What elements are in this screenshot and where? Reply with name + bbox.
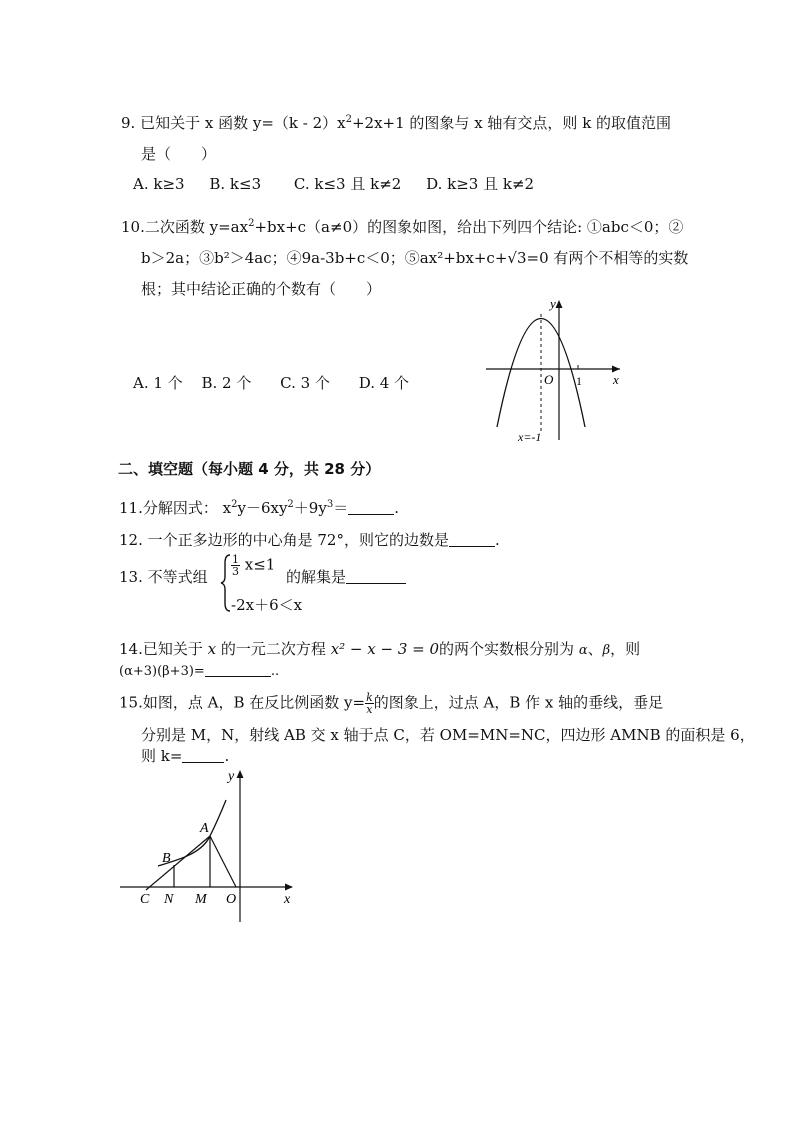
q10-stem-line3: 根；其中结论正确的个数有（ ） xyxy=(141,280,382,298)
q13-ineq1: $\frac{1}{3}$ x≤1 xyxy=(232,553,276,578)
q9-option-d: D. k≥3 且 k≠2 xyxy=(426,175,535,193)
y-label: y xyxy=(550,296,556,311)
q10-number: 10. xyxy=(121,218,145,236)
q9-stem-line1: 9. 已知关于 x 函数 $y=(k - 2)x^2+2x+1$ 的图象与 x 轴有交点，则 k 的取值范围 xyxy=(121,114,672,132)
q15-line1: 15.如图，点 A，B 在反比例函数 y= $\frac{k}{x}$ 的图象上，过点 A，B 作 x 轴的垂线，垂足 xyxy=(119,691,664,716)
fraction-one-third: $\frac{1}{3}$ xyxy=(232,553,239,578)
q12-line: 12. 一个正多边形的中心角是 72°，则它的边数是 . xyxy=(119,531,500,549)
origin-label: O xyxy=(226,892,237,907)
q9-options xyxy=(133,174,534,194)
point-c-label: C xyxy=(140,892,150,907)
fraction-k-over-x: $\frac{k}{x}$ xyxy=(366,691,373,716)
sqrt-three: √3 xyxy=(507,249,527,267)
q15-line3: 则 k= . xyxy=(141,747,230,765)
tick-label-one: 1 xyxy=(576,374,582,388)
answer-blank[interactable] xyxy=(449,532,495,547)
answer-blank[interactable] xyxy=(182,748,224,763)
x-label: x xyxy=(613,372,619,387)
q10-option-a: A. 1 个 xyxy=(133,374,183,392)
q10-option-c: C. 3 个 xyxy=(280,374,330,392)
q9-option-b: B. k≤3 xyxy=(209,175,262,193)
q10-options xyxy=(133,373,409,393)
q9-stem-line2: 是（ ） xyxy=(141,145,217,163)
q9-option-a: A. k≥3 xyxy=(133,175,185,193)
x-label: x xyxy=(284,892,291,907)
y-label: y xyxy=(228,769,235,784)
q10-option-b: B. 2 个 xyxy=(201,374,252,392)
q14-line1: 14.已知关于 x 的一元二次方程 x² − x − 3 = 0的两个实数根分别为 α、β，则 xyxy=(119,640,641,658)
q13-prefix: 13. 不等式组 xyxy=(119,568,208,586)
q10-stem-line1: 10.二次函数 $y=ax^2+bx+c(a\ne 0)$的图象如图，给出下列四个结论: ①abc＜0；② xyxy=(121,218,684,236)
q14-equation: x² − x − 3 = 0 xyxy=(330,640,440,658)
y-axis-arrow xyxy=(556,300,563,308)
q9-option-c: C. k≤3 且 k≠2 xyxy=(293,175,402,193)
point-b-label: B xyxy=(162,851,171,866)
q10-option-d: D. 4 个 xyxy=(358,374,410,392)
answer-blank[interactable] xyxy=(346,569,406,584)
symmetry-label: x=-1 xyxy=(518,430,542,442)
q10-stem-line2: b＞2a；③b²＞4ac；④9a-3b+c＜0；⑤ax²+bx+c+√3=0 有两个不相等的实数 xyxy=(141,249,689,267)
q10-parabola-figure xyxy=(480,292,630,442)
answer-blank[interactable] xyxy=(348,500,394,515)
q14-line2: (α+3)(β+3)= .. xyxy=(119,664,280,679)
q15-inverse-figure xyxy=(116,762,306,927)
q13-ineq2: -2x＋6＜x xyxy=(231,596,303,614)
q15-line2: 分别是 M，N，射线 AB 交 x 轴于点 C，若 OM=MN=NC，四边形 AMNB 的面积是 6， xyxy=(141,726,755,744)
y-axis-arrow xyxy=(237,770,244,778)
ray-ab xyxy=(146,836,210,890)
segment-ao xyxy=(210,836,236,887)
q11-line: 11.分解因式： $x^2y-6xy^2+9y^3=$ . xyxy=(119,499,399,517)
answer-blank[interactable] xyxy=(205,662,271,677)
q9-number: 9. xyxy=(121,114,136,132)
point-a-label: A xyxy=(200,821,209,836)
section-heading: 二、填空题（每小题 4 分，共 28 分） xyxy=(118,460,381,478)
origin-label: O xyxy=(544,372,554,387)
x-axis-arrow xyxy=(285,884,293,891)
point-n-label: N xyxy=(164,892,174,907)
q13-suffix: 的解集是 xyxy=(286,567,406,587)
point-m-label: M xyxy=(195,892,207,907)
